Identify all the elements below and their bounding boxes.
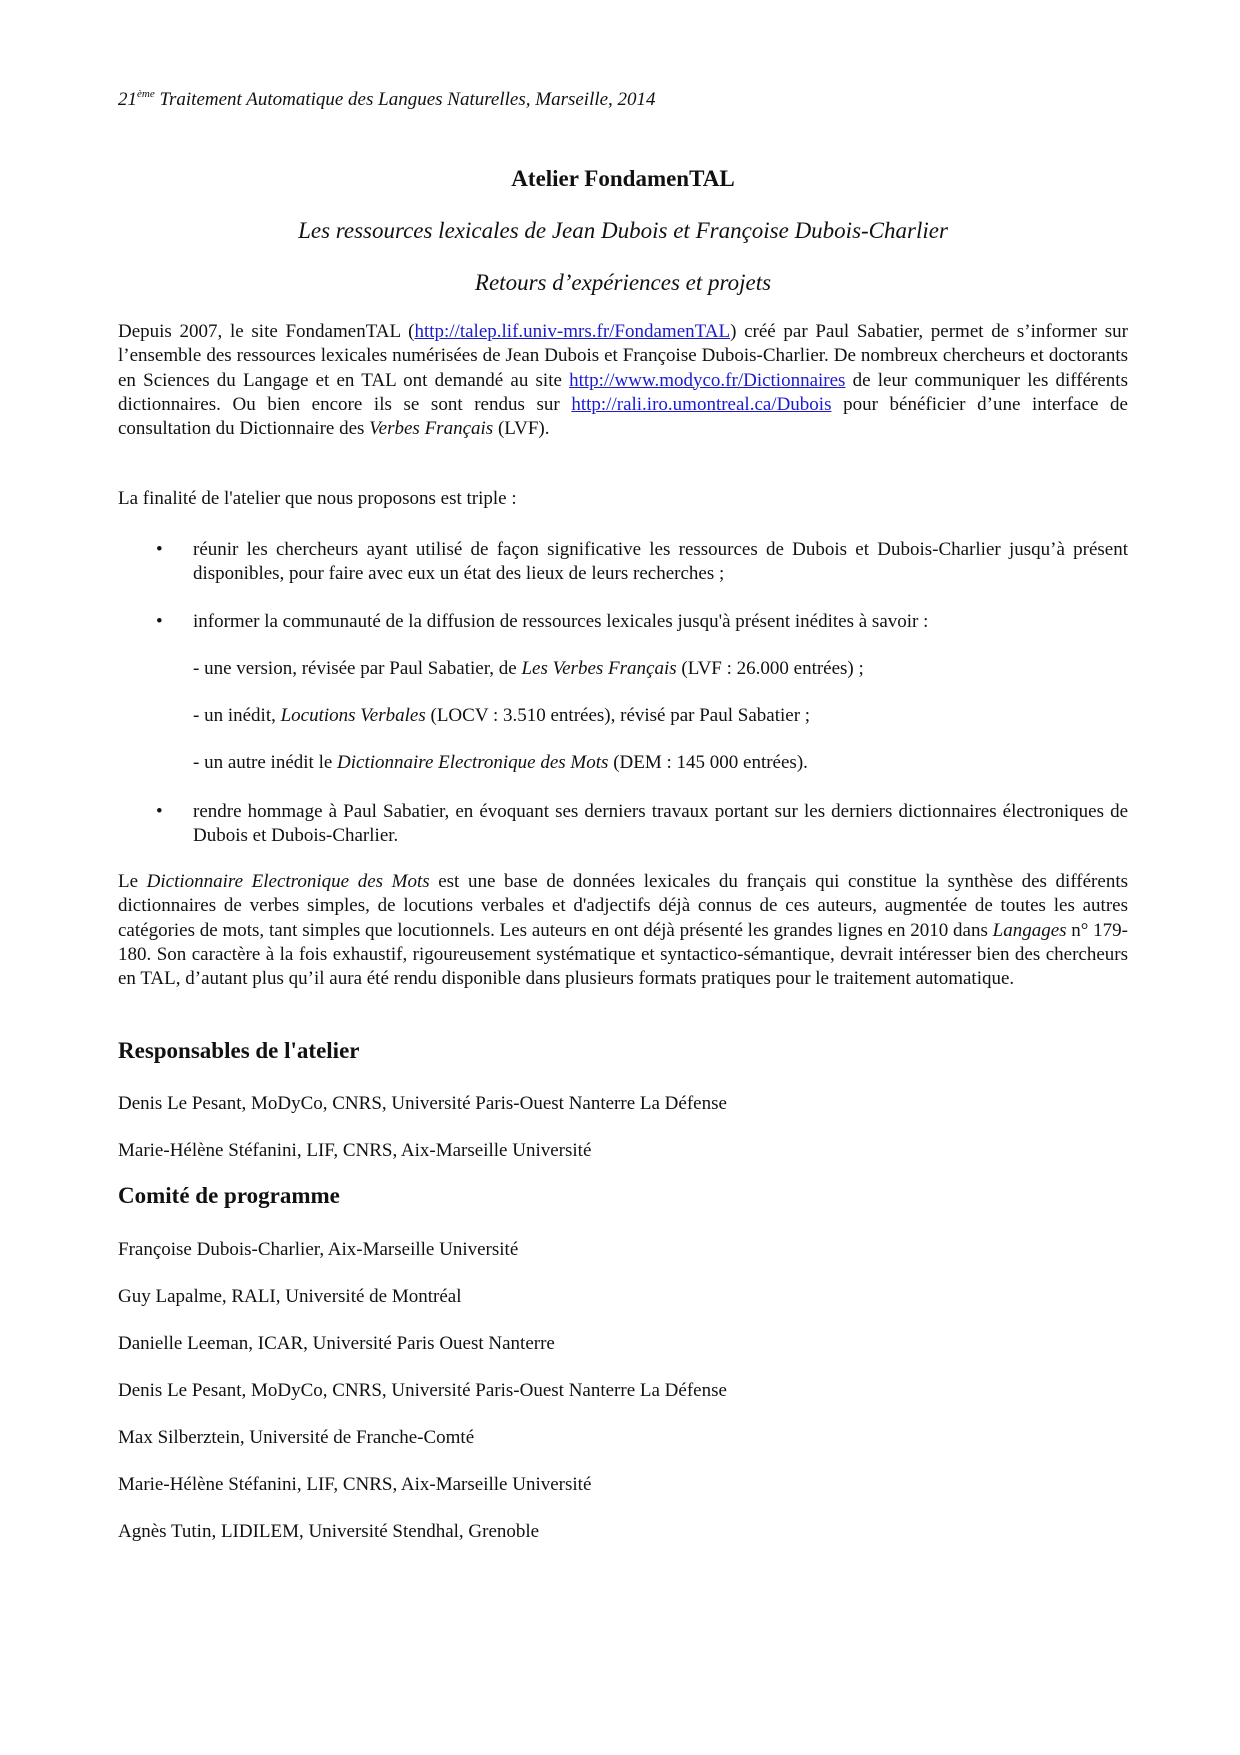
committee-member: Marie-Hélène Stéfanini, LIF, CNRS, Aix-Marseille Université [118, 1474, 592, 1495]
subitem-locv-text-b: (LOCV : 3.510 entrées), révisé par Paul Sabatier ; [425, 705, 811, 726]
finalite-paragraph: La finalité de l'atelier que nous proposons est triple : [118, 488, 517, 509]
subitem-dem-text-b: (DEM : 145 000 entrées). [608, 752, 808, 773]
dem-italic-1: Dictionnaire Electronique des Mots [146, 871, 430, 892]
subitem-lvf-text-a: - une version, révisée par Paul Sabatier, de [193, 658, 522, 679]
bullet-dot-icon: • [156, 801, 163, 822]
bullet-item-3 [118, 800, 1128, 849]
responsable-item: Marie-Hélène Stéfanini, LIF, CNRS, Aix-Marseille Université [118, 1140, 592, 1161]
intro-text-2: ) créé par Paul Sabatier, permet de s’informer sur l’ensemble des ressources lexicales numérisées de Jean Dubois et Françoise Dubois-Charlier. De nombreux chercheurs et doctorants en Sciences du Langage et en TAL ont demandé au site [118, 321, 1128, 391]
link-modyco[interactable]: http://www.modyco.fr/Dictionnaires [569, 369, 846, 391]
intro-paragraph [118, 320, 1128, 441]
bullet-text-1: réunir les chercheurs ayant utilisé de façon significative les ressources de Dubois et Dubois-Charlier jusqu’à présent disponibles, pour faire avec eux un état des lieux de leurs recherches ; [193, 539, 1128, 585]
header-ordinal-superscript: ème [137, 88, 155, 100]
link-rali[interactable]: http://rali.iro.umontreal.ca/Dubois [571, 393, 832, 415]
intro-text-5: (LVF). [493, 418, 550, 440]
intro-text-3: de leur communiquer les différents dictionnaires. Ou bien encore ils se sont rendus sur [118, 369, 1128, 415]
subitem-dem [193, 751, 1128, 775]
subitem-locv-text-a: - un inédit, [193, 705, 281, 726]
committee-member: Guy Lapalme, RALI, Université de Montréal [118, 1286, 462, 1307]
subitem-dem-text-a: - un autre inédit le [193, 752, 338, 773]
subitem-lvf-italic: Les Verbes Français [521, 658, 677, 679]
bullet-item-1 [118, 538, 1128, 587]
committee-member: Agnès Tutin, LIDILEM, Université Stendhal, Grenoble [118, 1521, 540, 1542]
dem-text-3: n° 179-180. Son caractère à la fois exhaustif, rigoureusement systématique et syntactico-sémantique, devrait intéresser bien des chercheurs en TAL, d’autant plus qu’il aura été rendu disponible dans plusieurs formats pratiques pour le traitement automatique. [118, 919, 1128, 990]
dem-text-2: est une base de données lexicales du français qui constitue la synthèse des différents dictionnaires de verbes simples, de locutions verbales et d'adjectifs déjà connus de ces auteurs, augmentée de toutes les autres catégories de mots, tant simples que locutionnels. Les auteurs en ont déjà présenté les grandes lignes en 2010 dans [118, 871, 1128, 941]
dem-text-1: Le [118, 871, 147, 892]
subtitle-resources: Les ressources lexicales de Jean Dubois et Françoise Dubois-Charlier [298, 218, 948, 243]
intro-text-1: Depuis 2007, le site FondamenTAL ( [118, 321, 415, 342]
subitem-dem-italic: Dictionnaire Electronique des Mots [337, 752, 609, 773]
committee-member: Danielle Leeman, ICAR, Université Paris Ouest Nanterre [118, 1333, 555, 1354]
header-text: Traitement Automatique des Langues Naturelles, Marseille, 2014 [154, 89, 656, 110]
bullet-text-2: informer la communauté de la diffusion de ressources lexicales jusqu'à présent inédites à savoir : [193, 611, 929, 632]
bullet-item-2 [118, 610, 1128, 634]
dem-italic-langages: Langages [992, 919, 1067, 941]
intro-text-4: pour bénéficier d’une interface de consultation du Dictionnaire des [118, 393, 1128, 440]
committee-member: Denis Le Pesant, MoDyCo, CNRS, Université Paris-Ouest Nanterre La Défense [118, 1380, 727, 1401]
responsable-item: Denis Le Pesant, MoDyCo, CNRS, Université Paris-Ouest Nanterre La Défense [118, 1093, 727, 1114]
bullet-dot-icon: • [156, 611, 163, 632]
committee-member: Françoise Dubois-Charlier, Aix-Marseille Université [118, 1239, 519, 1260]
heading-responsables: Responsables de l'atelier [118, 1038, 360, 1063]
header-ordinal: 21 [118, 89, 137, 110]
subtitle-feedback: Retours d’expériences et projets [474, 270, 772, 295]
subitem-lvf [193, 657, 1128, 681]
intro-italic-verbes: Verbes Français [369, 418, 494, 440]
bullet-dot-icon: • [156, 539, 163, 560]
dem-paragraph [118, 870, 1128, 991]
running-header [118, 88, 656, 112]
committee-member: Max Silberztein, Université de Franche-Comté [118, 1427, 475, 1448]
subitem-locv [193, 704, 1128, 728]
subitem-locv-italic: Locutions Verbales [280, 705, 426, 726]
page-title: Atelier FondamenTAL [511, 166, 735, 191]
link-fondamental[interactable]: http://talep.lif.univ-mrs.fr/FondamenTAL [414, 321, 731, 342]
heading-comite: Comité de programme [118, 1183, 340, 1208]
bullet-text-3: rendre hommage à Paul Sabatier, en évoquant ses derniers travaux portant sur les derniers dictionnaires électroniques de Dubois et Dubois-Charlier. [193, 801, 1128, 847]
subitem-lvf-text-b: (LVF : 26.000 entrées) ; [676, 658, 864, 679]
